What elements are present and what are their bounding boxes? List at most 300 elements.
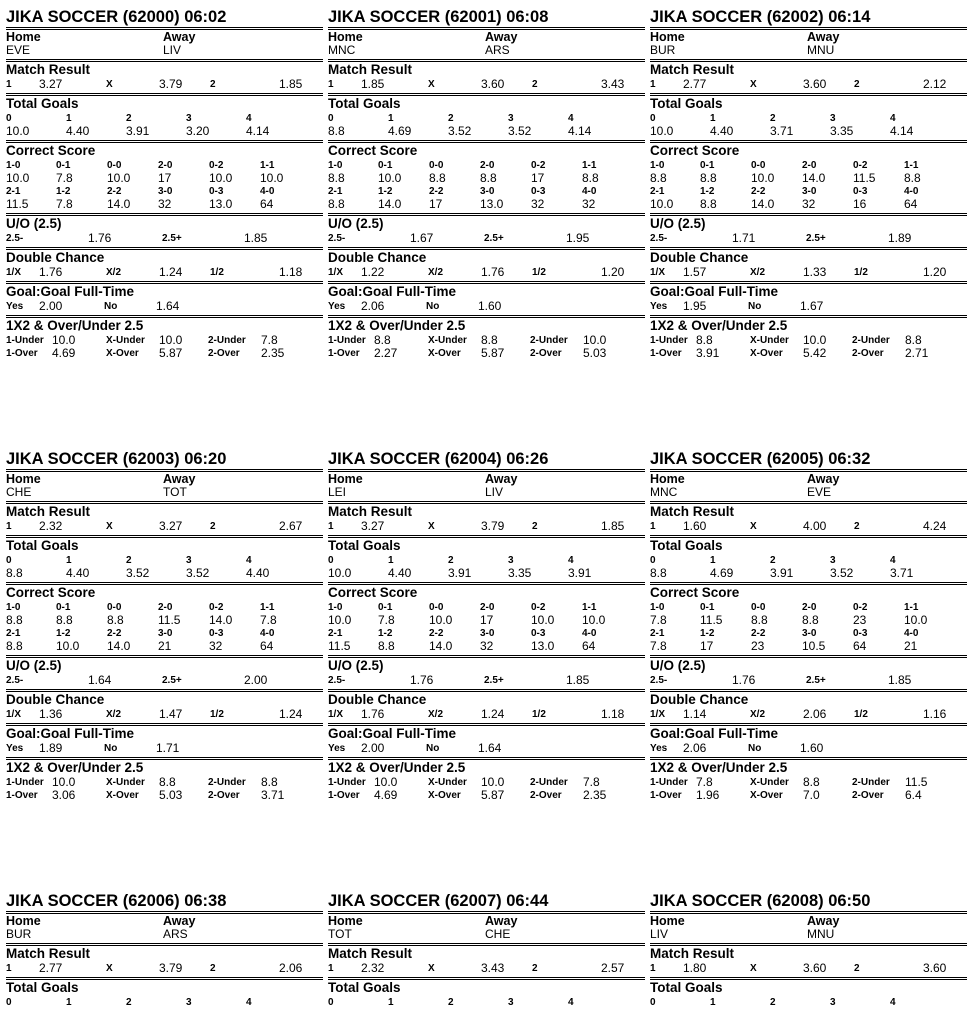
over-label: 2.5+	[162, 675, 182, 686]
combo-label: X-Under	[428, 777, 467, 788]
double-chance-row	[650, 708, 967, 721]
score-odds: 10.0	[328, 613, 352, 627]
total-goals-label-row	[650, 554, 967, 567]
home-label: Home	[6, 914, 41, 928]
x2ou-heading: 1X2 & Over/Under 2.5	[328, 760, 466, 775]
goals-odds: 3.35	[830, 124, 854, 138]
score-odds: 17	[429, 197, 443, 211]
goals-label: 1	[388, 113, 394, 124]
gg-no-label: No	[104, 743, 118, 754]
goals-label: 3	[186, 113, 192, 124]
total-goals-odds-row	[650, 567, 967, 580]
over-odds: 1.85	[888, 673, 912, 687]
result-label: 2	[854, 79, 860, 90]
match-title: JIKA SOCCER (62008) 06:50	[650, 892, 871, 910]
score-odds: 13.0	[531, 639, 555, 653]
under-label: 2.5-	[650, 233, 668, 244]
match-result-row	[328, 962, 645, 975]
gg-no-label: No	[426, 301, 440, 312]
combo-label: 1-Over	[6, 790, 38, 801]
score-odds: 64	[853, 639, 867, 653]
combo-odds: 8.8	[261, 775, 278, 789]
total-goals-label-row	[650, 112, 967, 125]
total-goals-odds-row	[6, 125, 323, 138]
gg-yes-odds: 2.06	[361, 299, 385, 313]
combo-odds: 8.8	[481, 333, 498, 347]
goals-odds: 3.91	[448, 566, 472, 580]
under-over-row	[6, 232, 323, 245]
home-team: LEI	[328, 485, 347, 499]
dc-label: 1/2	[854, 267, 868, 278]
result-label: 1	[328, 79, 334, 90]
combo-label: X-Under	[750, 777, 789, 788]
score-odds: 8.8	[328, 197, 345, 211]
goals-label: 4	[246, 997, 252, 1008]
score-odds: 32	[209, 639, 223, 653]
goal-goal-heading: Goal:Goal Full-Time	[6, 284, 135, 299]
over-combo-row	[328, 347, 645, 360]
score-label: 0-2	[853, 602, 868, 613]
goals-label: 3	[508, 997, 514, 1008]
goals-label: 3	[186, 997, 192, 1008]
team-row	[650, 928, 967, 941]
away-team: MNU	[807, 43, 835, 57]
gg-no-odds: 1.60	[800, 741, 824, 755]
score-label: 1-2	[700, 186, 715, 197]
team-row	[6, 44, 323, 57]
goals-label: 1	[388, 997, 394, 1008]
goals-label: 2	[448, 113, 454, 124]
double-chance-row	[328, 266, 645, 279]
score-label: 2-0	[158, 160, 173, 171]
score-odds-row	[650, 614, 967, 627]
combo-label: X-Over	[750, 348, 783, 359]
score-odds: 17	[700, 639, 714, 653]
result-label: 1	[328, 963, 334, 974]
goal-goal-heading: Goal:Goal Full-Time	[6, 726, 135, 741]
dc-odds: 1.22	[361, 265, 385, 279]
double-chance-heading: Double Chance	[328, 692, 427, 707]
goals-odds: 8.8	[6, 566, 23, 580]
score-odds: 17	[480, 613, 494, 627]
match-card	[328, 892, 645, 1009]
result-odds: 3.43	[481, 961, 505, 975]
goals-label: 4	[568, 997, 574, 1008]
result-label: 1	[6, 521, 12, 532]
combo-label: 1-Under	[6, 777, 44, 788]
score-label: 1-1	[904, 160, 919, 171]
total-goals-heading: Total Goals	[650, 538, 723, 553]
under-over-row	[650, 674, 967, 687]
match-result-row	[650, 520, 967, 533]
combo-odds: 1.96	[696, 788, 720, 802]
result-label: 1	[328, 521, 334, 532]
goals-label: 0	[328, 555, 334, 566]
match-title: JIKA SOCCER (62004) 06:26	[328, 450, 549, 468]
score-label: 4-0	[260, 186, 275, 197]
combo-label: X-Over	[106, 790, 139, 801]
score-odds-row	[650, 198, 967, 211]
goals-label: 2	[770, 555, 776, 566]
dc-odds: 1.20	[601, 265, 625, 279]
under-odds: 1.64	[88, 673, 112, 687]
total-goals-odds-row	[650, 125, 967, 138]
combo-label: 2-Under	[852, 335, 890, 346]
total-goals-label-row	[328, 996, 645, 1009]
score-label: 1-0	[650, 602, 665, 613]
over-odds: 1.95	[566, 231, 590, 245]
score-odds: 8.8	[6, 639, 23, 653]
double-chance-row	[328, 708, 645, 721]
home-team: TOT	[328, 927, 352, 941]
goals-odds: 10.0	[6, 124, 30, 138]
under-over-heading: U/O (2.5)	[328, 658, 384, 673]
dc-odds: 1.24	[481, 707, 505, 721]
result-label: 2	[532, 521, 538, 532]
score-odds: 8.8	[700, 171, 717, 185]
score-label: 2-1	[6, 628, 21, 639]
goals-label: 2	[126, 113, 132, 124]
under-label: 2.5-	[650, 675, 668, 686]
match-result-row	[6, 962, 323, 975]
goals-label: 2	[448, 997, 454, 1008]
score-label: 4-0	[582, 628, 597, 639]
goals-label: 1	[710, 997, 716, 1008]
result-odds: 2.77	[39, 961, 63, 975]
goals-label: 0	[6, 113, 12, 124]
result-label: 1	[6, 963, 12, 974]
total-goals-label-row	[650, 996, 967, 1009]
goals-odds: 4.14	[246, 124, 270, 138]
match-result-row	[6, 78, 323, 91]
score-label: 0-1	[378, 602, 393, 613]
combo-label: X-Under	[106, 335, 145, 346]
score-label: 1-1	[260, 602, 275, 613]
over-combo-row	[650, 789, 967, 802]
goals-odds: 4.40	[246, 566, 270, 580]
goals-odds: 3.52	[448, 124, 472, 138]
match-title: JIKA SOCCER (62002) 06:14	[650, 8, 871, 26]
away-label: Away	[163, 472, 196, 486]
combo-odds: 10.0	[159, 333, 183, 347]
dc-odds: 1.24	[279, 707, 303, 721]
gg-yes-odds: 2.06	[683, 741, 707, 755]
score-label: 0-1	[378, 160, 393, 171]
combo-odds: 7.0	[803, 788, 820, 802]
score-odds-row	[328, 640, 645, 653]
result-odds: 1.85	[601, 519, 625, 533]
score-odds: 7.8	[56, 197, 73, 211]
score-odds: 10.0	[209, 171, 233, 185]
under-label: 2.5-	[328, 675, 346, 686]
score-label: 0-1	[700, 602, 715, 613]
result-odds: 2.12	[923, 77, 947, 91]
combo-label: 2-Over	[208, 790, 240, 801]
combo-label: X-Over	[750, 790, 783, 801]
home-label: Home	[328, 30, 363, 44]
goals-label: 1	[66, 555, 72, 566]
goals-odds: 4.40	[710, 124, 734, 138]
combo-label: X-Over	[106, 348, 139, 359]
result-odds: 3.79	[159, 77, 183, 91]
combo-label: 2-Over	[530, 790, 562, 801]
goals-label: 3	[508, 555, 514, 566]
match-result-heading: Match Result	[328, 62, 413, 77]
goals-odds: 3.52	[830, 566, 854, 580]
score-label: 1-1	[582, 602, 597, 613]
score-odds: 14.0	[107, 197, 131, 211]
dc-label: 1/2	[532, 267, 546, 278]
goals-odds: 3.71	[890, 566, 914, 580]
score-label: 0-0	[751, 602, 766, 613]
combo-odds: 7.8	[261, 333, 278, 347]
correct-score-heading: Correct Score	[6, 143, 96, 158]
home-team: MNC	[328, 43, 356, 57]
goals-odds: 3.91	[126, 124, 150, 138]
dc-odds: 1.76	[481, 265, 505, 279]
score-label: 4-0	[582, 186, 597, 197]
score-label: 2-1	[650, 628, 665, 639]
goals-odds: 4.69	[710, 566, 734, 580]
combo-odds: 4.69	[374, 788, 398, 802]
combo-odds: 8.8	[696, 333, 713, 347]
dc-label: X/2	[750, 709, 766, 720]
score-label: 2-2	[751, 186, 766, 197]
goals-label: 2	[770, 113, 776, 124]
under-label: 2.5-	[6, 233, 24, 244]
combo-odds: 10.0	[52, 775, 76, 789]
goals-label: 3	[508, 113, 514, 124]
score-odds: 14.0	[107, 639, 131, 653]
gg-yes-odds: 2.00	[361, 741, 385, 755]
away-team: EVE	[807, 485, 832, 499]
score-odds: 8.8	[802, 613, 819, 627]
combo-odds: 10.0	[374, 775, 398, 789]
over-combo-row	[6, 789, 323, 802]
correct-score-heading: Correct Score	[328, 585, 418, 600]
score-label: 2-2	[751, 628, 766, 639]
correct-score-heading: Correct Score	[328, 143, 418, 158]
result-label: X	[106, 963, 113, 974]
result-label: 1	[650, 521, 656, 532]
match-title: JIKA SOCCER (62006) 06:38	[6, 892, 227, 910]
result-odds: 2.57	[601, 961, 625, 975]
result-odds: 3.60	[481, 77, 505, 91]
score-odds: 32	[480, 639, 494, 653]
combo-label: 1-Over	[650, 790, 682, 801]
combo-odds: 2.35	[583, 788, 607, 802]
score-label: 0-3	[853, 628, 868, 639]
away-label: Away	[807, 472, 840, 486]
combo-label: 2-Under	[530, 777, 568, 788]
double-chance-heading: Double Chance	[6, 692, 105, 707]
goals-odds: 3.91	[568, 566, 592, 580]
team-row	[650, 44, 967, 57]
match-card	[6, 450, 323, 802]
score-label: 1-0	[6, 160, 21, 171]
total-goals-label-row	[328, 554, 645, 567]
score-odds: 32	[158, 197, 172, 211]
gg-no-odds: 1.64	[478, 741, 502, 755]
double-chance-heading: Double Chance	[328, 250, 427, 265]
goals-label: 0	[328, 997, 334, 1008]
score-odds: 14.0	[751, 197, 775, 211]
goal-goal-heading: Goal:Goal Full-Time	[328, 284, 457, 299]
under-over-heading: U/O (2.5)	[650, 216, 706, 231]
combo-label: 2-Over	[530, 348, 562, 359]
result-odds: 3.60	[803, 77, 827, 91]
match-card	[6, 892, 323, 1009]
under-label: 2.5-	[328, 233, 346, 244]
combo-label: X-Under	[106, 777, 145, 788]
result-odds: 2.67	[279, 519, 303, 533]
dc-label: X/2	[428, 267, 444, 278]
result-label: 2	[210, 963, 216, 974]
double-chance-heading: Double Chance	[6, 250, 105, 265]
double-chance-row	[6, 708, 323, 721]
score-odds: 7.8	[650, 613, 667, 627]
combo-label: 1-Under	[6, 335, 44, 346]
over-label: 2.5+	[162, 233, 182, 244]
match-card	[328, 450, 645, 802]
goals-label: 4	[568, 113, 574, 124]
gg-no-odds: 1.60	[478, 299, 502, 313]
goal-goal-row	[6, 300, 323, 313]
total-goals-heading: Total Goals	[6, 538, 79, 553]
combo-odds: 10.0	[52, 333, 76, 347]
goals-label: 0	[650, 555, 656, 566]
goals-odds: 3.52	[126, 566, 150, 580]
score-label: 1-0	[328, 160, 343, 171]
gg-yes-label: Yes	[328, 743, 346, 754]
away-team: MNU	[807, 927, 835, 941]
result-odds: 3.43	[601, 77, 625, 91]
total-goals-heading: Total Goals	[328, 96, 401, 111]
score-odds: 13.0	[209, 197, 233, 211]
dc-odds: 1.47	[159, 707, 183, 721]
dc-label: 1/2	[210, 709, 224, 720]
double-chance-row	[6, 266, 323, 279]
score-odds: 7.8	[260, 613, 277, 627]
away-team: ARS	[485, 43, 510, 57]
match-title: JIKA SOCCER (62000) 06:02	[6, 8, 227, 26]
total-goals-heading: Total Goals	[650, 980, 723, 995]
score-odds: 8.8	[582, 171, 599, 185]
total-goals-heading: Total Goals	[6, 980, 79, 995]
home-label: Home	[6, 472, 41, 486]
gg-yes-odds: 2.00	[39, 299, 63, 313]
score-odds: 64	[904, 197, 918, 211]
score-odds: 14.0	[209, 613, 233, 627]
score-odds: 21	[904, 639, 918, 653]
goals-label: 1	[66, 997, 72, 1008]
x2ou-heading: 1X2 & Over/Under 2.5	[650, 760, 788, 775]
score-odds: 10.0	[107, 171, 131, 185]
goals-label: 3	[186, 555, 192, 566]
score-odds: 11.5	[328, 639, 351, 653]
score-odds: 8.8	[904, 171, 921, 185]
score-odds: 14.0	[378, 197, 402, 211]
over-combo-row	[650, 347, 967, 360]
under-odds: 1.71	[732, 231, 756, 245]
team-row	[6, 486, 323, 499]
combo-label: 1-Under	[650, 335, 688, 346]
result-odds: 3.27	[39, 77, 63, 91]
combo-label: 1-Over	[328, 790, 360, 801]
score-label: 3-0	[480, 628, 495, 639]
gg-no-odds: 1.64	[156, 299, 180, 313]
score-odds-row	[6, 198, 323, 211]
goals-label: 3	[830, 555, 836, 566]
combo-odds: 10.0	[583, 333, 607, 347]
dc-odds: 1.36	[39, 707, 63, 721]
combo-odds: 4.69	[52, 346, 76, 360]
combo-odds: 2.71	[905, 346, 929, 360]
gg-yes-label: Yes	[6, 301, 24, 312]
combo-odds: 8.8	[374, 333, 391, 347]
total-goals-odds-row	[328, 125, 645, 138]
dc-odds: 1.14	[683, 707, 707, 721]
combo-odds: 5.87	[159, 346, 183, 360]
under-over-row	[650, 232, 967, 245]
score-odds: 10.0	[582, 613, 606, 627]
combo-odds: 3.71	[261, 788, 285, 802]
combo-odds: 8.8	[803, 775, 820, 789]
match-result-row	[6, 520, 323, 533]
dc-label: 1/2	[210, 267, 224, 278]
x2ou-heading: 1X2 & Over/Under 2.5	[328, 318, 466, 333]
score-odds: 8.8	[480, 171, 497, 185]
score-label: 4-0	[904, 628, 919, 639]
score-label: 3-0	[480, 186, 495, 197]
under-odds: 1.76	[88, 231, 112, 245]
score-odds: 7.8	[650, 639, 667, 653]
home-team: BUR	[6, 927, 32, 941]
goals-odds: 4.14	[890, 124, 914, 138]
result-label: 2	[854, 963, 860, 974]
score-label: 0-2	[531, 602, 546, 613]
under-over-heading: U/O (2.5)	[328, 216, 384, 231]
total-goals-heading: Total Goals	[650, 96, 723, 111]
goals-odds: 3.52	[508, 124, 532, 138]
combo-odds: 10.0	[803, 333, 827, 347]
score-label: 1-2	[56, 628, 71, 639]
under-over-row	[328, 674, 645, 687]
score-odds: 10.0	[6, 171, 30, 185]
away-label: Away	[485, 472, 518, 486]
home-team: MNC	[650, 485, 678, 499]
dc-label: X/2	[428, 709, 444, 720]
double-chance-row	[650, 266, 967, 279]
match-title: JIKA SOCCER (62001) 06:08	[328, 8, 549, 26]
score-odds: 8.8	[56, 613, 73, 627]
goal-goal-row	[650, 742, 967, 755]
goals-odds: 4.69	[388, 124, 412, 138]
goals-odds: 3.52	[186, 566, 210, 580]
goal-goal-heading: Goal:Goal Full-Time	[328, 726, 457, 741]
score-label: 0-1	[56, 160, 71, 171]
team-row	[650, 486, 967, 499]
goals-odds: 3.91	[770, 566, 794, 580]
dc-odds: 1.18	[601, 707, 625, 721]
total-goals-odds-row	[328, 567, 645, 580]
result-label: 2	[854, 521, 860, 532]
combo-label: 2-Over	[852, 348, 884, 359]
score-label: 0-3	[531, 628, 546, 639]
x2ou-heading: 1X2 & Over/Under 2.5	[650, 318, 788, 333]
correct-score-heading: Correct Score	[6, 585, 96, 600]
over-label: 2.5+	[484, 675, 504, 686]
